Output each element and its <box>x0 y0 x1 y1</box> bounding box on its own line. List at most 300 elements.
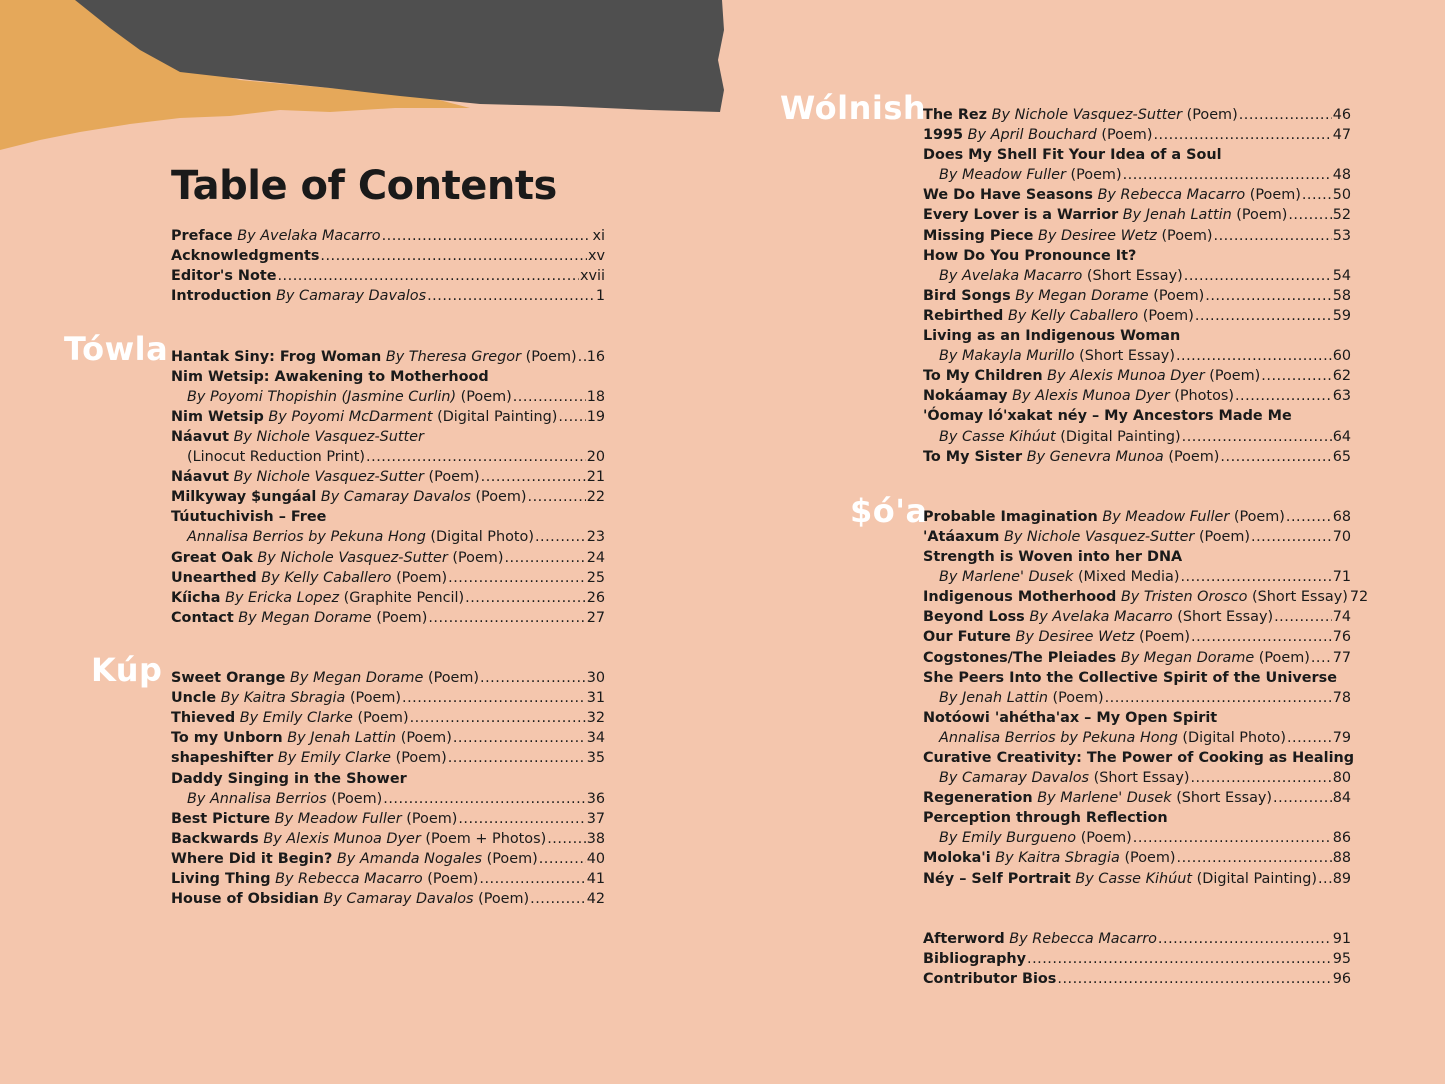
dot-leader <box>1182 427 1332 447</box>
entry-author: By Rebecca Macarro <box>275 871 423 887</box>
entry-title: Moloka'i <box>923 850 991 867</box>
page-number: 1 <box>595 288 605 305</box>
entry-author: By Poyomi McDarment <box>268 408 433 425</box>
toc-entry[interactable] <box>923 346 1351 366</box>
entry-title: Kíicha <box>171 589 221 606</box>
page-number: 54 <box>1332 267 1351 284</box>
entry-type: (Poem) <box>1209 368 1261 385</box>
toc-entry[interactable] <box>171 527 605 547</box>
page-number: 40 <box>586 850 605 867</box>
dot-leader <box>1287 728 1332 748</box>
toc-entry[interactable] <box>171 608 605 628</box>
page-number: 25 <box>586 569 605 586</box>
dot-leader <box>458 809 585 829</box>
toc-entry[interactable] <box>923 929 1351 949</box>
entry-title: Regeneration <box>923 790 1033 807</box>
toc-entry-text <box>939 828 1132 848</box>
page-number: 19 <box>586 408 605 425</box>
dot-leader <box>1195 306 1332 326</box>
toc-entry[interactable] <box>923 145 1351 165</box>
page-number: 88 <box>1332 850 1351 867</box>
toc-entry[interactable] <box>171 789 605 809</box>
toc-entry-text <box>171 347 577 367</box>
toc-entry[interactable] <box>923 587 1369 607</box>
toc-entry-text <box>923 748 1354 768</box>
toc-entry[interactable] <box>171 266 605 286</box>
toc-entry-text <box>923 226 1213 246</box>
entry-title: Acknowledgments <box>171 248 320 265</box>
toc-entry[interactable] <box>923 326 1351 346</box>
dot-leader <box>480 668 586 688</box>
toc-entry-text <box>923 587 1348 607</box>
toc-entry[interactable] <box>171 728 605 748</box>
dot-leader <box>1105 688 1332 708</box>
dot-leader <box>453 728 586 748</box>
dot-leader <box>1251 527 1332 547</box>
entry-author: By Nichole Vasquez-Sutter <box>1003 528 1195 545</box>
toc-entry-text <box>171 367 489 387</box>
page-number: 23 <box>586 529 605 546</box>
toc-entry[interactable] <box>171 568 605 588</box>
entry-type: (Poem) <box>396 569 448 586</box>
entry-author: By Nichole Vasquez-Sutter <box>233 469 424 486</box>
toc-entry[interactable] <box>171 588 605 608</box>
page-number: 52 <box>1332 207 1351 224</box>
toc-entry[interactable] <box>923 708 1351 728</box>
toc-entry[interactable] <box>923 688 1351 708</box>
entry-author: By Emily Burgueno <box>939 830 1077 847</box>
entry-title: Náavut <box>171 469 229 486</box>
entry-type: (Poem) <box>1124 850 1176 867</box>
entry-type: (Poem) <box>475 489 527 506</box>
toc-entry-text <box>923 668 1337 688</box>
toc-entry[interactable] <box>923 768 1351 788</box>
page-number: 32 <box>586 710 605 727</box>
entry-author: By Emily Clarke <box>239 710 353 727</box>
page-number: 21 <box>586 469 605 486</box>
entry-type: (Poem) <box>357 710 409 727</box>
dot-leader <box>410 708 586 728</box>
toc-entry-text <box>171 507 326 527</box>
entry-title: Sweet Orange <box>171 670 286 687</box>
entry-type: (Short Essay) <box>1086 267 1183 284</box>
toc-entry-text <box>923 286 1204 306</box>
toc-entry-text <box>923 627 1190 647</box>
toc-entry[interactable] <box>171 708 605 728</box>
entry-title: Notóowi 'ahétha'ax – My Open Spirit <box>923 709 1218 726</box>
entry-type: (Poem) <box>1233 508 1285 525</box>
dot-leader <box>1302 185 1332 205</box>
entry-type: (Poem) <box>478 891 530 908</box>
dot-leader <box>479 869 585 889</box>
dot-leader <box>539 849 586 869</box>
entry-type: (Digital Painting) <box>1196 870 1317 887</box>
entry-title: Nim Wetsip <box>171 408 264 425</box>
toc-entry[interactable] <box>923 386 1351 406</box>
entry-type: (Photos) <box>1174 388 1234 405</box>
toc-entry[interactable] <box>171 387 605 407</box>
dot-leader <box>1184 266 1332 286</box>
toc-entry[interactable] <box>171 668 605 688</box>
entry-author: By Avelaka Macarro <box>939 267 1083 284</box>
entry-title: Daddy Singing in the Shower <box>171 770 407 787</box>
entry-title: To My Children <box>923 368 1043 385</box>
entry-author: By Avelaka Macarro <box>1029 609 1173 626</box>
entry-title: Great Oak <box>171 549 253 566</box>
page-number: 50 <box>1332 187 1351 204</box>
dot-leader <box>1311 648 1332 668</box>
page-number: 59 <box>1332 307 1351 324</box>
dot-leader <box>1177 848 1332 868</box>
page-number: 20 <box>586 449 605 466</box>
toc-entry[interactable] <box>171 246 605 266</box>
entry-title: Strength is Woven into her DNA <box>923 549 1183 566</box>
dot-leader <box>1205 286 1331 306</box>
page-number: 70 <box>1332 528 1351 545</box>
page-number: 42 <box>586 891 605 908</box>
entry-type: (Poem) <box>1138 629 1191 646</box>
page-number: 84 <box>1332 790 1351 807</box>
toc-entry[interactable] <box>171 869 605 889</box>
dot-leader <box>383 789 585 809</box>
toc-entry-text <box>187 789 382 809</box>
entry-type: (Poem) <box>486 850 538 867</box>
entry-type: (Digital Painting) <box>1060 428 1181 445</box>
entry-type: (Poem) <box>1258 649 1310 666</box>
page-number: 89 <box>1332 870 1351 887</box>
toc-entry-text <box>939 688 1104 708</box>
toc-left-column <box>171 226 605 909</box>
toc-entry[interactable] <box>171 829 605 849</box>
entry-author: By Marlene' Dusek <box>1037 790 1172 807</box>
entry-author: By Camaray Davalos <box>939 770 1090 787</box>
page-number: 96 <box>1332 971 1351 988</box>
entry-title: Indigenous Motherhood <box>923 589 1117 606</box>
entry-title: Bird Songs <box>923 287 1011 304</box>
toc-entry-text <box>939 567 1179 587</box>
page-number: 86 <box>1332 830 1351 847</box>
entry-title: 1995 <box>923 127 964 144</box>
page-number: 78 <box>1332 689 1351 706</box>
entry-title: Where Did it Begin? <box>171 850 333 867</box>
toc-entry[interactable] <box>923 969 1351 989</box>
toc-entry[interactable] <box>923 567 1351 587</box>
wolnish-entries <box>923 105 1351 467</box>
section-heading-wolnish: Wólnish <box>780 89 927 127</box>
toc-entry[interactable] <box>923 527 1351 547</box>
entry-author: By Ericka Lopez <box>225 589 340 606</box>
dot-leader <box>1133 828 1332 848</box>
toc-entry[interactable] <box>923 165 1351 185</box>
entry-title: Milkyway $ungáal <box>171 489 317 506</box>
page-number: 27 <box>586 609 605 626</box>
entry-title: Every Lover is a Warrior <box>923 207 1119 224</box>
toc-entry[interactable] <box>923 848 1351 868</box>
dot-leader <box>1220 447 1331 467</box>
toc-entry[interactable] <box>171 849 605 869</box>
entry-type: (Poem) <box>460 388 512 405</box>
toc-entry[interactable] <box>923 447 1351 467</box>
entry-type: (Poem) <box>1186 107 1238 123</box>
toc-entry-text <box>923 306 1194 326</box>
dot-leader <box>1191 627 1332 647</box>
entry-type: (Short Essay) <box>1093 770 1190 787</box>
toc-entry-text <box>171 266 276 286</box>
toc-entry[interactable] <box>171 226 605 246</box>
entry-author: By Casse Kihúut <box>1075 870 1193 887</box>
entry-type: (Poem + Photos) <box>425 830 547 847</box>
toc-entry[interactable] <box>923 427 1351 447</box>
toc-entry[interactable] <box>923 728 1351 748</box>
toc-entry-text <box>923 246 1136 266</box>
section-heading-soa: $ó'a <box>850 492 928 530</box>
dot-leader <box>366 447 586 467</box>
entry-author: By Rebecca Macarro <box>1009 930 1157 947</box>
toc-entry-text <box>939 266 1183 286</box>
kup-entries <box>171 668 605 909</box>
entry-type: (Poem) <box>1168 448 1220 465</box>
toc-entry[interactable] <box>171 467 605 487</box>
entry-title: Thieved <box>171 710 236 727</box>
toc-entry[interactable] <box>171 286 605 306</box>
toc-entry[interactable] <box>923 648 1351 668</box>
toc-entry[interactable] <box>171 427 605 447</box>
entry-title: Uncle <box>171 690 217 707</box>
dot-leader <box>513 387 586 407</box>
entry-type: (Poem) <box>1153 287 1205 304</box>
toc-right-column <box>923 105 1369 989</box>
entry-type: (Digital Photo) <box>430 529 534 546</box>
toc-entry-text <box>923 406 1292 426</box>
toc-entry[interactable] <box>923 627 1351 647</box>
entry-title: Rebirthed <box>923 307 1004 324</box>
toc-entry-text <box>923 648 1310 668</box>
page-number: xvii <box>579 268 605 285</box>
soa-entries <box>923 507 1369 889</box>
entry-title: Contributor Bios <box>923 971 1057 988</box>
page-number: 37 <box>586 810 605 827</box>
entry-title: Perception through Reflection <box>923 810 1168 827</box>
toc-entry[interactable] <box>923 406 1351 426</box>
entry-type: (Graphite Pencil) <box>343 589 465 606</box>
dot-leader <box>1318 869 1332 889</box>
toc-entry-text <box>171 829 546 849</box>
entry-title: Our Future <box>923 629 1011 646</box>
entry-title: Túutuchivish – Free <box>171 509 327 526</box>
toc-entry[interactable] <box>923 266 1351 286</box>
entry-title: House of Obsidian <box>171 891 319 908</box>
page-number: 16 <box>586 348 605 365</box>
toc-entry[interactable] <box>923 507 1351 527</box>
toc-entry[interactable] <box>923 306 1351 326</box>
entry-author: By Kelly Caballero <box>261 569 392 586</box>
page-number: 95 <box>1332 950 1351 967</box>
dot-leader <box>528 487 586 507</box>
page-number: 47 <box>1332 127 1351 144</box>
page-number: 26 <box>586 589 605 606</box>
entry-type: (Poem) <box>1236 207 1288 224</box>
entry-author: By Marlene' Dusek <box>939 569 1074 586</box>
entry-title: 'Óomay ló'xakat néy – My Ancestors Made Me <box>923 408 1292 425</box>
toc-entry-text <box>171 889 529 909</box>
toc-entry-text <box>939 165 1122 185</box>
entry-title: She Peers Into the Collective Spirit of the Universe <box>923 669 1337 686</box>
entry-type: (Digital Painting) <box>437 408 558 425</box>
toc-entry-text <box>171 568 447 588</box>
page-number: 65 <box>1332 448 1351 465</box>
toc-entry[interactable] <box>923 668 1351 688</box>
toc-entry-text <box>923 788 1272 808</box>
entry-author: By Jenah Lattin <box>287 730 397 747</box>
entry-type: (Digital Photo) <box>1182 729 1286 746</box>
page-number: 64 <box>1332 428 1351 445</box>
entry-author: Annalisa Berrios by Pekuna Hong <box>187 529 426 546</box>
entry-author: By Megan Dorame <box>238 609 372 626</box>
dot-leader <box>1027 949 1332 969</box>
toc-entry-text <box>923 205 1287 225</box>
entry-author: By Kaitra Sbragia <box>220 690 346 707</box>
page-number: 58 <box>1332 287 1351 304</box>
toc-entry[interactable] <box>171 447 605 467</box>
toc-entry[interactable] <box>923 185 1351 205</box>
entry-title: Cogstones/The Pleiades <box>923 649 1117 666</box>
toc-entry[interactable] <box>923 808 1351 828</box>
dot-leader <box>1274 607 1332 627</box>
page-number: 76 <box>1332 629 1351 646</box>
dot-leader <box>465 588 586 608</box>
page-number: 38 <box>586 830 605 847</box>
page-number: 63 <box>1332 388 1351 405</box>
entry-author: By Emily Clarke <box>277 750 392 767</box>
toc-entry-text <box>923 547 1182 567</box>
entry-title: Does My Shell Fit Your Idea of a Soul <box>923 147 1222 164</box>
entry-title: Living as an Indigenous Woman <box>923 328 1181 345</box>
toc-entry[interactable] <box>923 788 1351 808</box>
toc-entry[interactable] <box>171 507 605 527</box>
toc-entry-text <box>923 185 1301 205</box>
dot-leader <box>1214 226 1332 246</box>
entry-author: By April Bouchard <box>967 127 1097 144</box>
toc-entry[interactable] <box>923 748 1355 768</box>
toc-entry[interactable] <box>923 869 1351 889</box>
toc-entry-text <box>923 969 1056 989</box>
dot-leader <box>1273 788 1332 808</box>
toc-entry-text <box>923 869 1317 889</box>
page-number: 72 <box>1349 589 1369 606</box>
toc-entry-text <box>923 929 1157 949</box>
page-number: xv <box>587 248 605 265</box>
toc-entry[interactable] <box>923 607 1351 627</box>
page-number: 18 <box>586 388 605 405</box>
toc-entry[interactable] <box>171 748 605 768</box>
dot-leader <box>277 266 578 286</box>
toc-entry[interactable] <box>171 889 605 909</box>
toc-entry[interactable] <box>923 366 1351 386</box>
entry-type: (Short Essay) <box>1177 609 1274 626</box>
dot-leader <box>382 226 592 246</box>
entry-author: By Meadow Fuller <box>1102 508 1230 525</box>
toc-entry[interactable] <box>923 246 1351 266</box>
page-number: 53 <box>1332 227 1351 244</box>
toc-entry-text <box>171 467 480 487</box>
toc-entry[interactable] <box>171 688 605 708</box>
toc-entry[interactable] <box>171 347 605 367</box>
entry-type: (Short Essay) <box>1079 348 1175 365</box>
page-number: 41 <box>586 871 605 887</box>
dot-leader <box>558 407 585 427</box>
entry-type: (Poem) <box>1101 127 1153 144</box>
toc-entry[interactable] <box>923 205 1351 225</box>
dot-leader <box>1057 969 1331 989</box>
entry-type: (Poem) <box>395 750 447 767</box>
dot-leader <box>1176 346 1332 366</box>
entry-title: Beyond Loss <box>923 609 1025 626</box>
toc-entry[interactable] <box>171 809 605 829</box>
page-number: 48 <box>1332 167 1351 184</box>
entry-type: (Poem) <box>349 690 402 707</box>
entry-title: Preface <box>171 228 233 244</box>
entry-author: By Nichole Vasquez-Sutter <box>257 549 448 566</box>
dot-leader <box>402 688 586 708</box>
toc-entry[interactable] <box>923 949 1351 969</box>
dot-leader <box>1123 165 1332 185</box>
toc-entry[interactable] <box>923 226 1351 246</box>
toc-entry[interactable] <box>171 769 605 789</box>
toc-entry[interactable] <box>923 105 1351 125</box>
toc-entry[interactable] <box>171 367 605 387</box>
entry-title: To my Unborn <box>171 730 283 747</box>
toc-entry-text <box>171 748 447 768</box>
entry-author: Annalisa Berrios by Pekuna Hong <box>939 729 1178 746</box>
entry-author: By Amanda Nogales <box>336 850 483 867</box>
toc-entry-text <box>923 366 1260 386</box>
toc-entry[interactable] <box>171 548 605 568</box>
page-number: 77 <box>1332 649 1351 666</box>
entry-title: Unearthed <box>171 569 257 586</box>
page-number: xi <box>592 228 605 244</box>
dot-leader <box>1288 205 1331 225</box>
page-number: 60 <box>1332 348 1351 365</box>
toc-entry-text <box>923 527 1250 547</box>
dot-leader <box>1190 768 1331 788</box>
entry-title: To My Sister <box>923 448 1023 465</box>
entry-author: By Camaray Davalos <box>323 891 474 908</box>
entry-title: Hantak Siny: Frog Woman <box>171 348 382 365</box>
page-title: Table of Contents <box>171 163 557 209</box>
toc-entry[interactable] <box>171 407 605 427</box>
toc-entry[interactable] <box>923 828 1351 848</box>
page-number: 46 <box>1332 107 1351 123</box>
toc-entry-text <box>923 949 1026 969</box>
dot-leader <box>1153 125 1331 145</box>
toc-entry[interactable] <box>171 487 605 507</box>
page-number: 91 <box>1332 930 1351 947</box>
dot-leader <box>1239 105 1332 125</box>
entry-title: We Do Have Seasons <box>923 187 1093 204</box>
toc-entry[interactable] <box>923 125 1351 145</box>
toc-entry[interactable] <box>923 547 1351 567</box>
entry-type: (Poem) <box>1070 167 1122 184</box>
toc-entry-text <box>171 668 479 688</box>
entry-title: The Rez <box>923 107 988 123</box>
toc-entry[interactable] <box>923 286 1351 306</box>
entry-author: By Kaitra Sbragia <box>995 850 1120 867</box>
entry-author: By Nichole Vasquez-Sutter <box>233 428 424 445</box>
dot-leader <box>320 246 587 266</box>
page-number: 79 <box>1332 729 1351 746</box>
entry-type: (Mixed Media) <box>1077 569 1180 586</box>
toc-entry-text <box>923 708 1217 728</box>
